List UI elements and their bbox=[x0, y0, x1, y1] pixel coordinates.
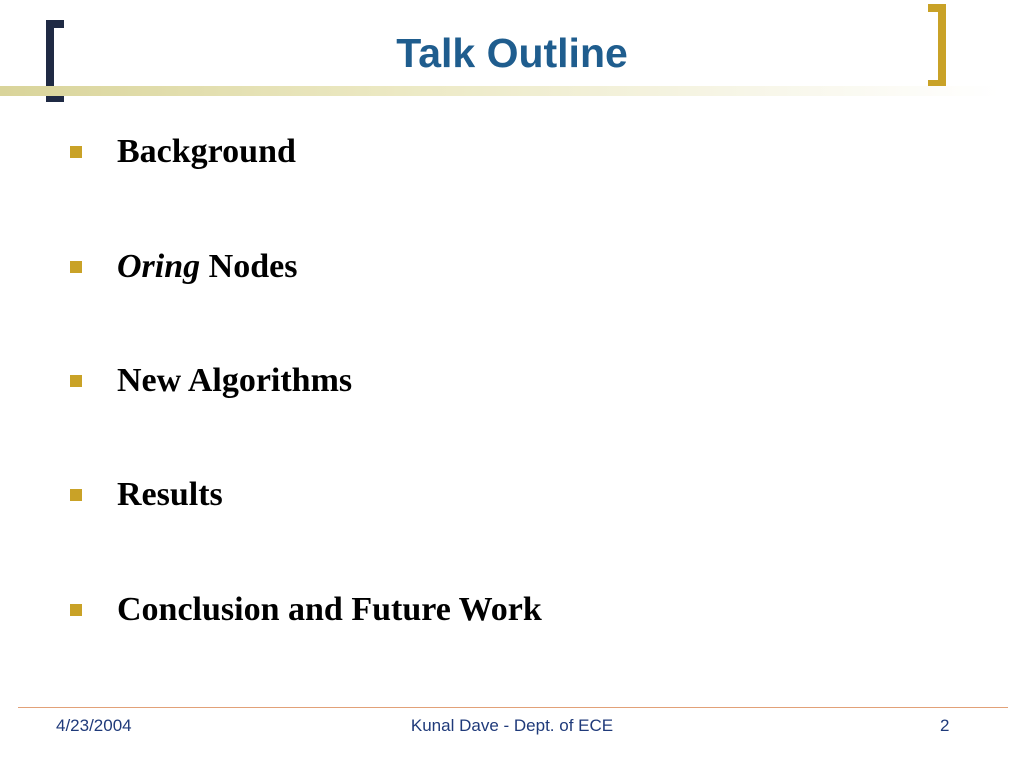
square-bullet-icon bbox=[70, 375, 82, 387]
footer-date: 4/23/2004 bbox=[56, 716, 132, 735]
bullet-item-background bbox=[70, 127, 296, 177]
bullet-text bbox=[117, 248, 297, 286]
square-bullet-icon bbox=[70, 261, 82, 273]
bullet-item-new-algorithms bbox=[70, 356, 352, 406]
footer-divider bbox=[18, 707, 1008, 708]
bullet-text: Results bbox=[117, 476, 223, 513]
bullet-text: New Algorithms bbox=[117, 362, 353, 399]
square-bullet-icon bbox=[70, 604, 82, 616]
page-number: 2 bbox=[940, 716, 950, 735]
bullet-emphasis: Oring bbox=[117, 248, 201, 285]
title-underline-bar bbox=[0, 86, 1000, 96]
bullet-text: Conclusion and Future Work bbox=[117, 591, 542, 628]
square-bullet-icon bbox=[70, 146, 82, 158]
bullet-text: Background bbox=[117, 133, 296, 170]
square-bullet-icon bbox=[70, 489, 82, 501]
bullet-item-results bbox=[70, 470, 223, 520]
slide-title: Talk Outline bbox=[396, 30, 628, 76]
bullet-text-remainder: Nodes bbox=[200, 248, 298, 285]
footer-presenter: Kunal Dave - Dept. of ECE bbox=[410, 716, 614, 735]
bullet-item-conclusion bbox=[70, 585, 542, 635]
bullet-item-oring-nodes bbox=[70, 242, 297, 292]
